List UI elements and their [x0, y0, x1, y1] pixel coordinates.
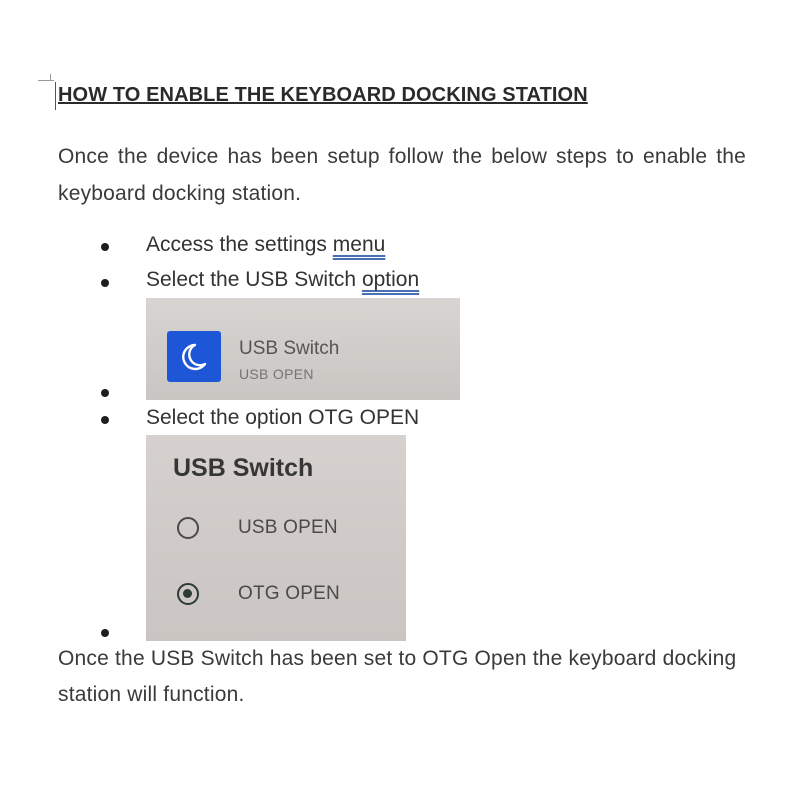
step-1-text: Access the settings — [146, 233, 333, 256]
bullet-3 — [101, 389, 109, 397]
usb-switch-dialog-screenshot — [146, 435, 406, 641]
option-otg-open-label: OTG OPEN — [238, 583, 340, 604]
moon-icon — [167, 331, 221, 382]
document-heading: HOW TO ENABLE THE KEYBOARD DOCKING STATION — [58, 84, 588, 106]
dialog-title: USB Switch — [173, 454, 314, 482]
step-2-underlined: option — [361, 268, 420, 291]
step-1-underlined: menu — [332, 233, 386, 256]
bullet-5 — [101, 629, 109, 637]
text-cursor — [55, 82, 56, 110]
option-usb-open-label: USB OPEN — [238, 517, 338, 538]
step-2 — [146, 268, 419, 292]
bullet-4 — [101, 416, 109, 424]
radio-otg-open[interactable] — [177, 583, 199, 605]
app-icon-tile — [167, 331, 221, 382]
step-4: Select the option OTG OPEN — [146, 406, 420, 429]
bullet-2 — [101, 279, 109, 287]
usb-switch-title: USB Switch — [239, 338, 340, 359]
step-1 — [146, 233, 385, 257]
radio-usb-open[interactable] — [177, 517, 199, 539]
usb-switch-setting-screenshot — [146, 298, 460, 400]
paragraph-corner-mark — [38, 74, 54, 81]
outro-paragraph: Once the USB Switch has been set to OTG Open the keyboard docking station will function. — [58, 647, 737, 706]
step-2-text: Select the USB Switch — [146, 268, 362, 291]
intro-paragraph: Once the device has been setup follow the below steps to enable the keyboard docking station. — [58, 145, 746, 205]
bullet-1 — [101, 243, 109, 251]
usb-switch-status: USB OPEN — [239, 366, 314, 382]
